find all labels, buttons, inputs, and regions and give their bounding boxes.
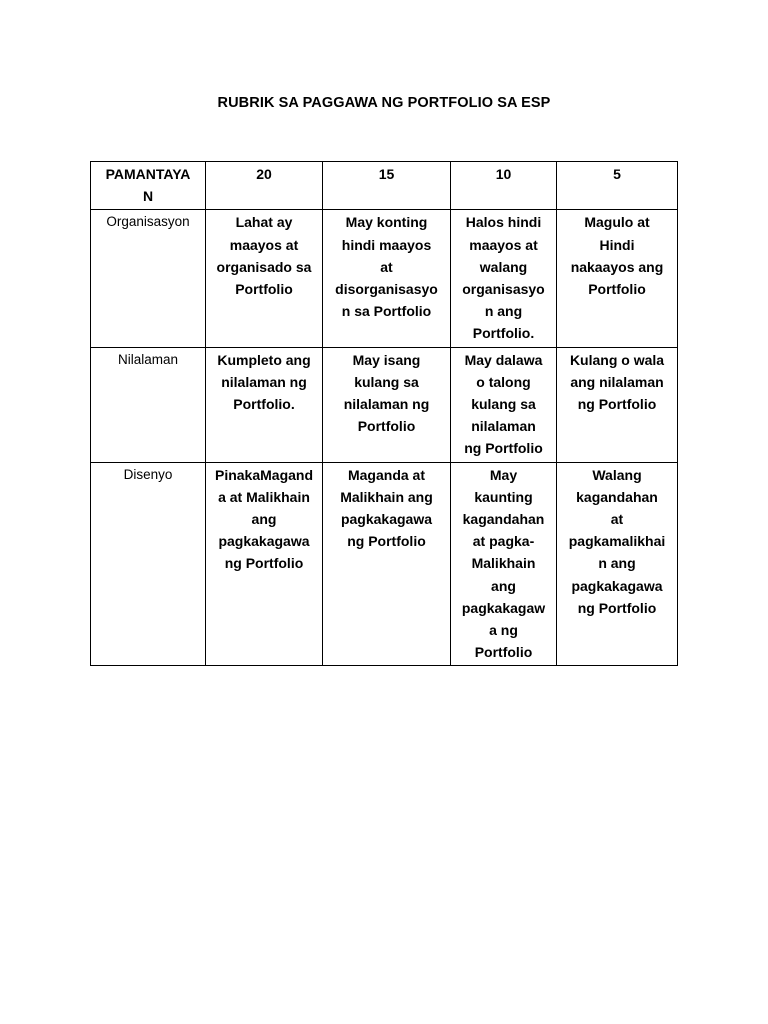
cell-line: pagkakagawa [218, 533, 310, 550]
cell-line: Organisasyon [106, 214, 190, 230]
cell-line: at [380, 258, 393, 275]
cell-line: pagkakagaw [461, 599, 546, 616]
rubric-cell-20 [206, 462, 323, 666]
cell-line: Kumpleto ang [217, 351, 311, 368]
cell-line: 5 [613, 166, 621, 182]
cell-line: kagandahan [462, 511, 545, 528]
rubric-cell-5 [557, 210, 678, 347]
header-cell-score-10 [451, 162, 557, 210]
rubric-cell-10 [451, 347, 557, 462]
header-cell-score-5 [557, 162, 678, 210]
cell-line: nilalaman ng [343, 396, 430, 413]
cell-line: pagkakagawa [571, 577, 663, 594]
cell-line: Lahat ay [235, 214, 293, 231]
cell-line: pagkamalikhai [568, 533, 666, 550]
rubric-cell-15 [323, 210, 451, 347]
cell-line: hindi maayos [341, 236, 432, 253]
criterion-cell [91, 462, 206, 666]
rubric-cell-10 [451, 210, 557, 347]
cell-line: Portfolio. [472, 325, 535, 342]
cell-line: at [610, 511, 624, 528]
cell-line: nakaayos ang [570, 258, 664, 275]
rubric-cell-5 [557, 347, 678, 462]
page-title: RUBRIK SA PAGGAWA NG PORTFOLIO SA ESP [217, 95, 551, 111]
cell-line: Kulang o wala [569, 351, 665, 368]
cell-line: walang [479, 258, 528, 275]
header-cell-score-15 [323, 162, 451, 210]
cell-line: Hindi [599, 236, 635, 253]
cell-line: Malikhain [471, 555, 536, 572]
cell-line: May konting [345, 214, 428, 231]
cell-line: a ng [489, 622, 518, 639]
cell-line: Malikhain ang [340, 488, 433, 505]
cell-line: maayos at [469, 236, 538, 253]
cell-line: n ang [484, 303, 523, 320]
header-cell-pamantayan [91, 162, 206, 210]
cell-line: Portfolio [588, 281, 646, 298]
cell-line: Magulo at [584, 214, 650, 231]
rubric-cell-20 [206, 210, 323, 347]
cell-line: Portfolio. [233, 396, 295, 413]
rubric-table [90, 161, 678, 666]
cell-line: PinakaMagand [214, 466, 314, 483]
cell-line: Portfolio [235, 281, 293, 298]
cell-line: ng Portfolio [347, 533, 426, 550]
rubric-cell-20 [206, 347, 323, 462]
cell-line: ang [491, 577, 516, 594]
cell-line: kulang sa [354, 373, 419, 390]
rubric-cell-5 [557, 462, 678, 666]
cell-line: organisasyo [462, 281, 545, 298]
cell-line: Portfolio [357, 418, 416, 435]
cell-line: disorganisasyo [335, 281, 438, 298]
cell-line: ng Portfolio [464, 440, 543, 457]
cell-line: ang [251, 511, 277, 528]
cell-line: Walang [592, 466, 642, 483]
cell-line: maayos at [229, 236, 299, 253]
criterion-cell [91, 210, 206, 347]
cell-line: nilalaman [471, 418, 536, 435]
table-row-organisasyon [91, 210, 678, 347]
cell-line: n sa Portfolio [341, 303, 432, 320]
cell-line: May dalawa [464, 351, 543, 368]
cell-line: nilalaman ng [221, 373, 307, 390]
cell-line: May isang [352, 351, 421, 368]
table-row-nilalaman [91, 347, 678, 462]
cell-line: kulang sa [471, 396, 536, 413]
cell-line: PAMANTAYA [105, 166, 191, 182]
cell-line: o talong [476, 373, 531, 390]
cell-line: 15 [378, 166, 395, 182]
cell-line: Halos hindi [465, 214, 542, 231]
rubric-cell-15 [323, 462, 451, 666]
table-row-disenyo [91, 462, 678, 666]
cell-line: ang nilalaman [570, 373, 664, 390]
cell-line: 20 [256, 166, 272, 182]
header-row [91, 162, 678, 210]
cell-line: kagandahan [576, 488, 658, 505]
cell-line: ng Portfolio [224, 555, 304, 572]
cell-line: kaunting [474, 488, 533, 505]
rubric-cell-10 [451, 462, 557, 666]
rubric-cell-15 [323, 347, 451, 462]
cell-line: May [489, 466, 518, 483]
cell-line: Portfolio [474, 644, 533, 661]
cell-line: ng Portfolio [577, 396, 657, 413]
cell-line: N [142, 188, 154, 205]
cell-line: Nilalaman [117, 351, 179, 367]
cell-line: a at Malikhain [218, 488, 310, 505]
cell-line: n ang [598, 555, 636, 572]
cell-line: pagkakagawa [340, 511, 433, 528]
cell-line: 10 [495, 166, 512, 182]
cell-line: organisado sa [216, 258, 312, 275]
header-cell-score-20 [206, 162, 323, 210]
cell-line: ng Portfolio [577, 599, 657, 616]
cell-line: at pagka- [472, 533, 535, 550]
cell-line: Disenyo [123, 466, 173, 482]
cell-line: Maganda at [347, 466, 425, 483]
criterion-cell [91, 347, 206, 462]
